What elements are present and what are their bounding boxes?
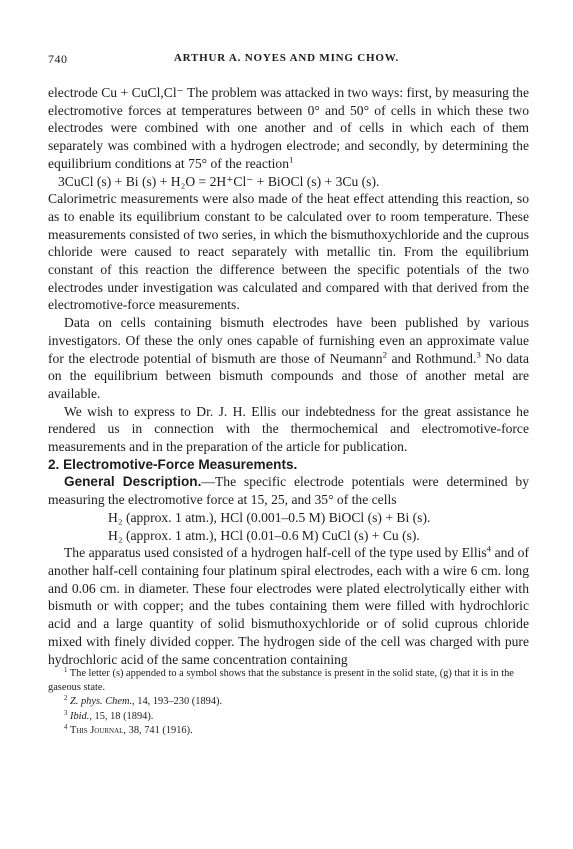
footnote-mark: 1 [64, 666, 68, 674]
footnote-2 [48, 695, 529, 709]
footnote-ref: 4 [486, 543, 492, 554]
footnote-text: , 14, 193–230 (1894). [132, 696, 223, 708]
paragraph-bismuth-data [48, 314, 529, 403]
footnote-mark: 4 [64, 723, 68, 731]
paragraph-acknowledgement: We wish to express to Dr. J. H. Ellis our indebtedness for the great assistance he rendered us in connection with the thermochemical and electromotive-force measurements and in the preparation of the article for publication. [48, 403, 529, 455]
reaction-equation: 3CuCl (s) + Bi (s) + H₂O = 2H⁺Cl⁻ + BiOCl (s) + 3Cu (s). [58, 173, 380, 189]
footnote-ref: 1 [289, 154, 294, 165]
footnote-4 [48, 724, 529, 738]
run-in-heading: General Description. [64, 474, 202, 490]
paragraph-continuation [48, 84, 529, 173]
page-number: 740 [48, 52, 68, 66]
footnote-mark: 3 [64, 709, 68, 717]
article-body [48, 84, 529, 668]
footnote-3 [48, 710, 529, 724]
footnote-journal: Ibid. [69, 710, 90, 722]
paragraph-text: electrode Cu + CuCl,Cl⁻ The problem was attacked in two ways: first, by measuring the electromotive forces at temperatures between 0° and 50° of cells in which these two electrodes were combined with one another and of cells in which each of them separately was combined with a hydrogen electrode; and secondly, by determining the equilibrium conditions at 75° of the reaction [48, 85, 529, 171]
footnotes [48, 667, 529, 738]
footnote-text: , 15, 18 (1894). [89, 710, 154, 722]
footnote-text: , 38, 741 (1916). [123, 724, 193, 736]
page-header [0, 52, 573, 72]
footnote-text: The letter (s) appended to a symbol shows that the substance is present in the solid state, (g) that it is in the gaseous state. [48, 668, 514, 694]
paragraph-text: No data on the equilibrium between bismuth compounds and those of another metal are available. [48, 350, 529, 401]
paragraph-text: Data on cells containing bismuth electrodes have been published by various investigators. Of these the only ones capable of furnishing even an approximate value for the electrode potential of bismuth are those of Neumann [48, 315, 529, 366]
paragraph-general-description [48, 473, 529, 508]
paragraph-apparatus [48, 544, 529, 668]
cell-formula-bismuth: H₂ (approx. 1 atm.), HCl (0.001–0.5 M) BiOCl (s) + Bi (s). [108, 509, 431, 525]
paragraph-text: and of another half-cell containing four platinum spiral electrodes, each with a wire 6 cm. long and 0.06 cm. in diameter. These four electrodes were plated electrolytically either with bismuth or with copper; and the tubes containing them were filled with hydrochloric acid and a large quantity of solid bismuthoxychloride or of solid cuprous chloride mixed with finely divided copper. The hydrogen side of the cell was charged with pure hydrochloric acid of the same concentration containing [48, 545, 529, 667]
footnote-mark: 2 [64, 695, 68, 703]
paragraph-calorimetric: Calorimetric measurements were also made of the heat effect attending this reaction, so as to enable its equilibrium constant to be calculated over to room temperature. These measurements consisted of two series, in which the bismuthoxychloride and the cuprous chloride were caused to react separately with metallic tin. From the equilibrium constant of this reaction the difference between the specific potentials of the two electrodes under investigation was calculated and compared with that derived from the electromotive-force measurements. [48, 191, 529, 313]
section-heading: 2. Electromotive-Force Measurements. [48, 456, 298, 472]
paragraph-text: —The specific electrode potentials were determined by measuring the electromotive force at 15, 25, and 35° of the cells [48, 474, 529, 508]
footnote-ref: 3 [476, 349, 481, 360]
cell-formula-copper: H₂ (approx. 1 atm.), HCl (0.01–0.6 M) CuCl (s) + Cu (s). [108, 527, 420, 543]
paragraph-text: and Rothmund. [387, 350, 477, 366]
footnote-journal: This Journal [69, 724, 124, 736]
footnote-journal: Z. phys. Chem. [69, 696, 133, 708]
footnote-1 [48, 667, 529, 695]
footnote-ref: 2 [382, 349, 388, 360]
paragraph-text: The apparatus used consisted of a hydrogen half-cell of the type used by Ellis [64, 545, 487, 561]
running-head: ARTHUR A. NOYES AND MING CHOW. [173, 52, 400, 64]
